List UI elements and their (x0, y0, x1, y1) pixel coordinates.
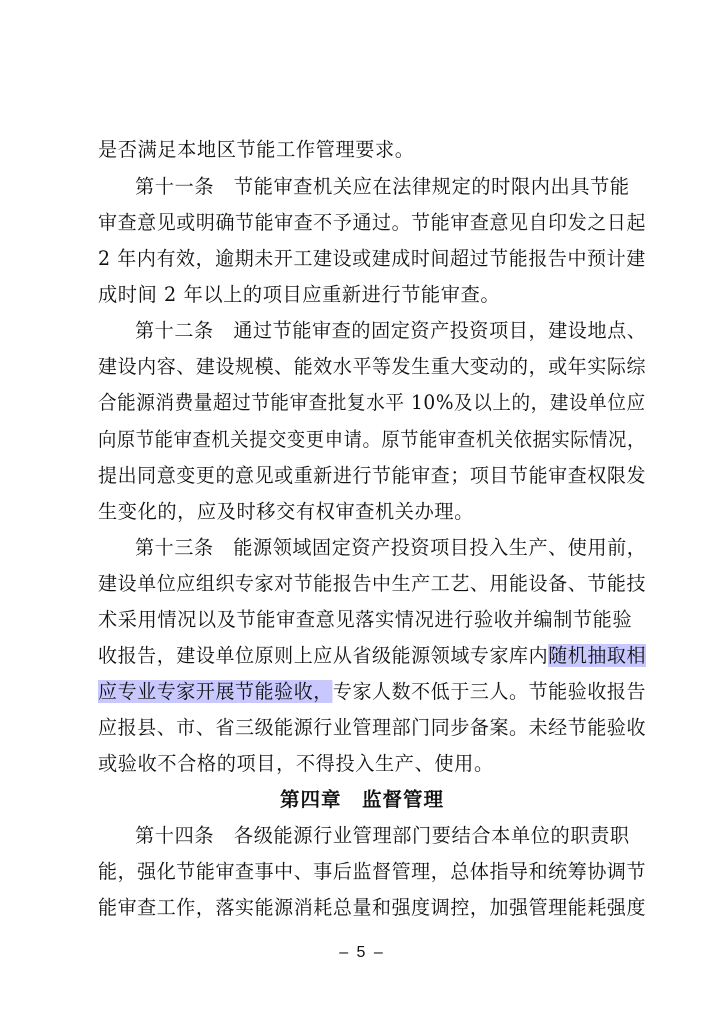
text-line: 能，强化节能审查事中、事后监督管理，总体指导和统筹协调节 (98, 860, 647, 883)
article-13-start: 第十三条 能源领域固定资产投资项目投入生产、使用前， (135, 536, 647, 559)
highlighted-text: 应专业专家开展节能验收， (98, 680, 333, 703)
highlighted-text: 随机抽取相 (548, 644, 647, 667)
text-line: 或验收不合格的项目，不得投入生产、使用。 (98, 752, 494, 775)
text-line: 生变化的，应及时移交有权审查机关办理。 (98, 500, 474, 523)
article-14-start: 第十四条 各级能源行业管理部门要结合本单位的职责职 (135, 824, 630, 847)
text-line: 审查意见或明确节能审查不予通过。节能审查意见自印发之日起 (98, 211, 647, 234)
text-line: 术采用情况以及节能审查意见落实情况进行验收并编制节能验 (98, 608, 633, 631)
text-line: 成时间 2 年以上的项目应重新进行节能审查。 (98, 283, 501, 306)
article-11-start: 第十一条 节能审查机关应在法律规定的时限内出具节能 (135, 175, 630, 198)
text-line: 是否满足本地区节能工作管理要求。 (98, 138, 415, 161)
text-line: 向原节能审查机关提交变更申请。原节能审查机关依据实际情况， (98, 428, 646, 451)
text-segment: 收报告，建设单位原则上应从省级能源领域专家库内 (98, 644, 549, 667)
text-line: 建设内容、建设规模、能效水平等发生重大变动的，或年实际综 (98, 355, 647, 378)
text-line: 应报县、市、省三级能源行业管理部门同步备案。未经节能验收 (98, 716, 647, 739)
text-line: 2 年内有效，逾期未开工建设或建成时间超过节能报告中预计建 (98, 247, 646, 270)
article-12-start: 第十二条 通过节能审查的固定资产投资项目，建设地点、 (135, 319, 647, 342)
text-line: 合能源消费量超过节能审查批复水平 10%及以上的，建设单位应 (98, 391, 646, 414)
text-line-with-highlight (98, 643, 646, 669)
page-number: – 5 – (339, 944, 385, 961)
text-line: 能审查工作，落实能源消耗总量和强度调控，加强管理能耗强度 (98, 896, 647, 919)
text-line-with-highlight (98, 679, 646, 705)
text-segment: 专家人数不低于三人。节能验收报告 (332, 680, 647, 703)
chapter-heading: 第四章 监督管理 (279, 788, 444, 811)
text-line: 建设单位应组织专家对节能报告中生产工艺、用能设备、节能技 (98, 572, 647, 595)
text-line: 提出同意变更的意见或重新进行节能审查；项目节能审查权限发 (98, 464, 647, 487)
